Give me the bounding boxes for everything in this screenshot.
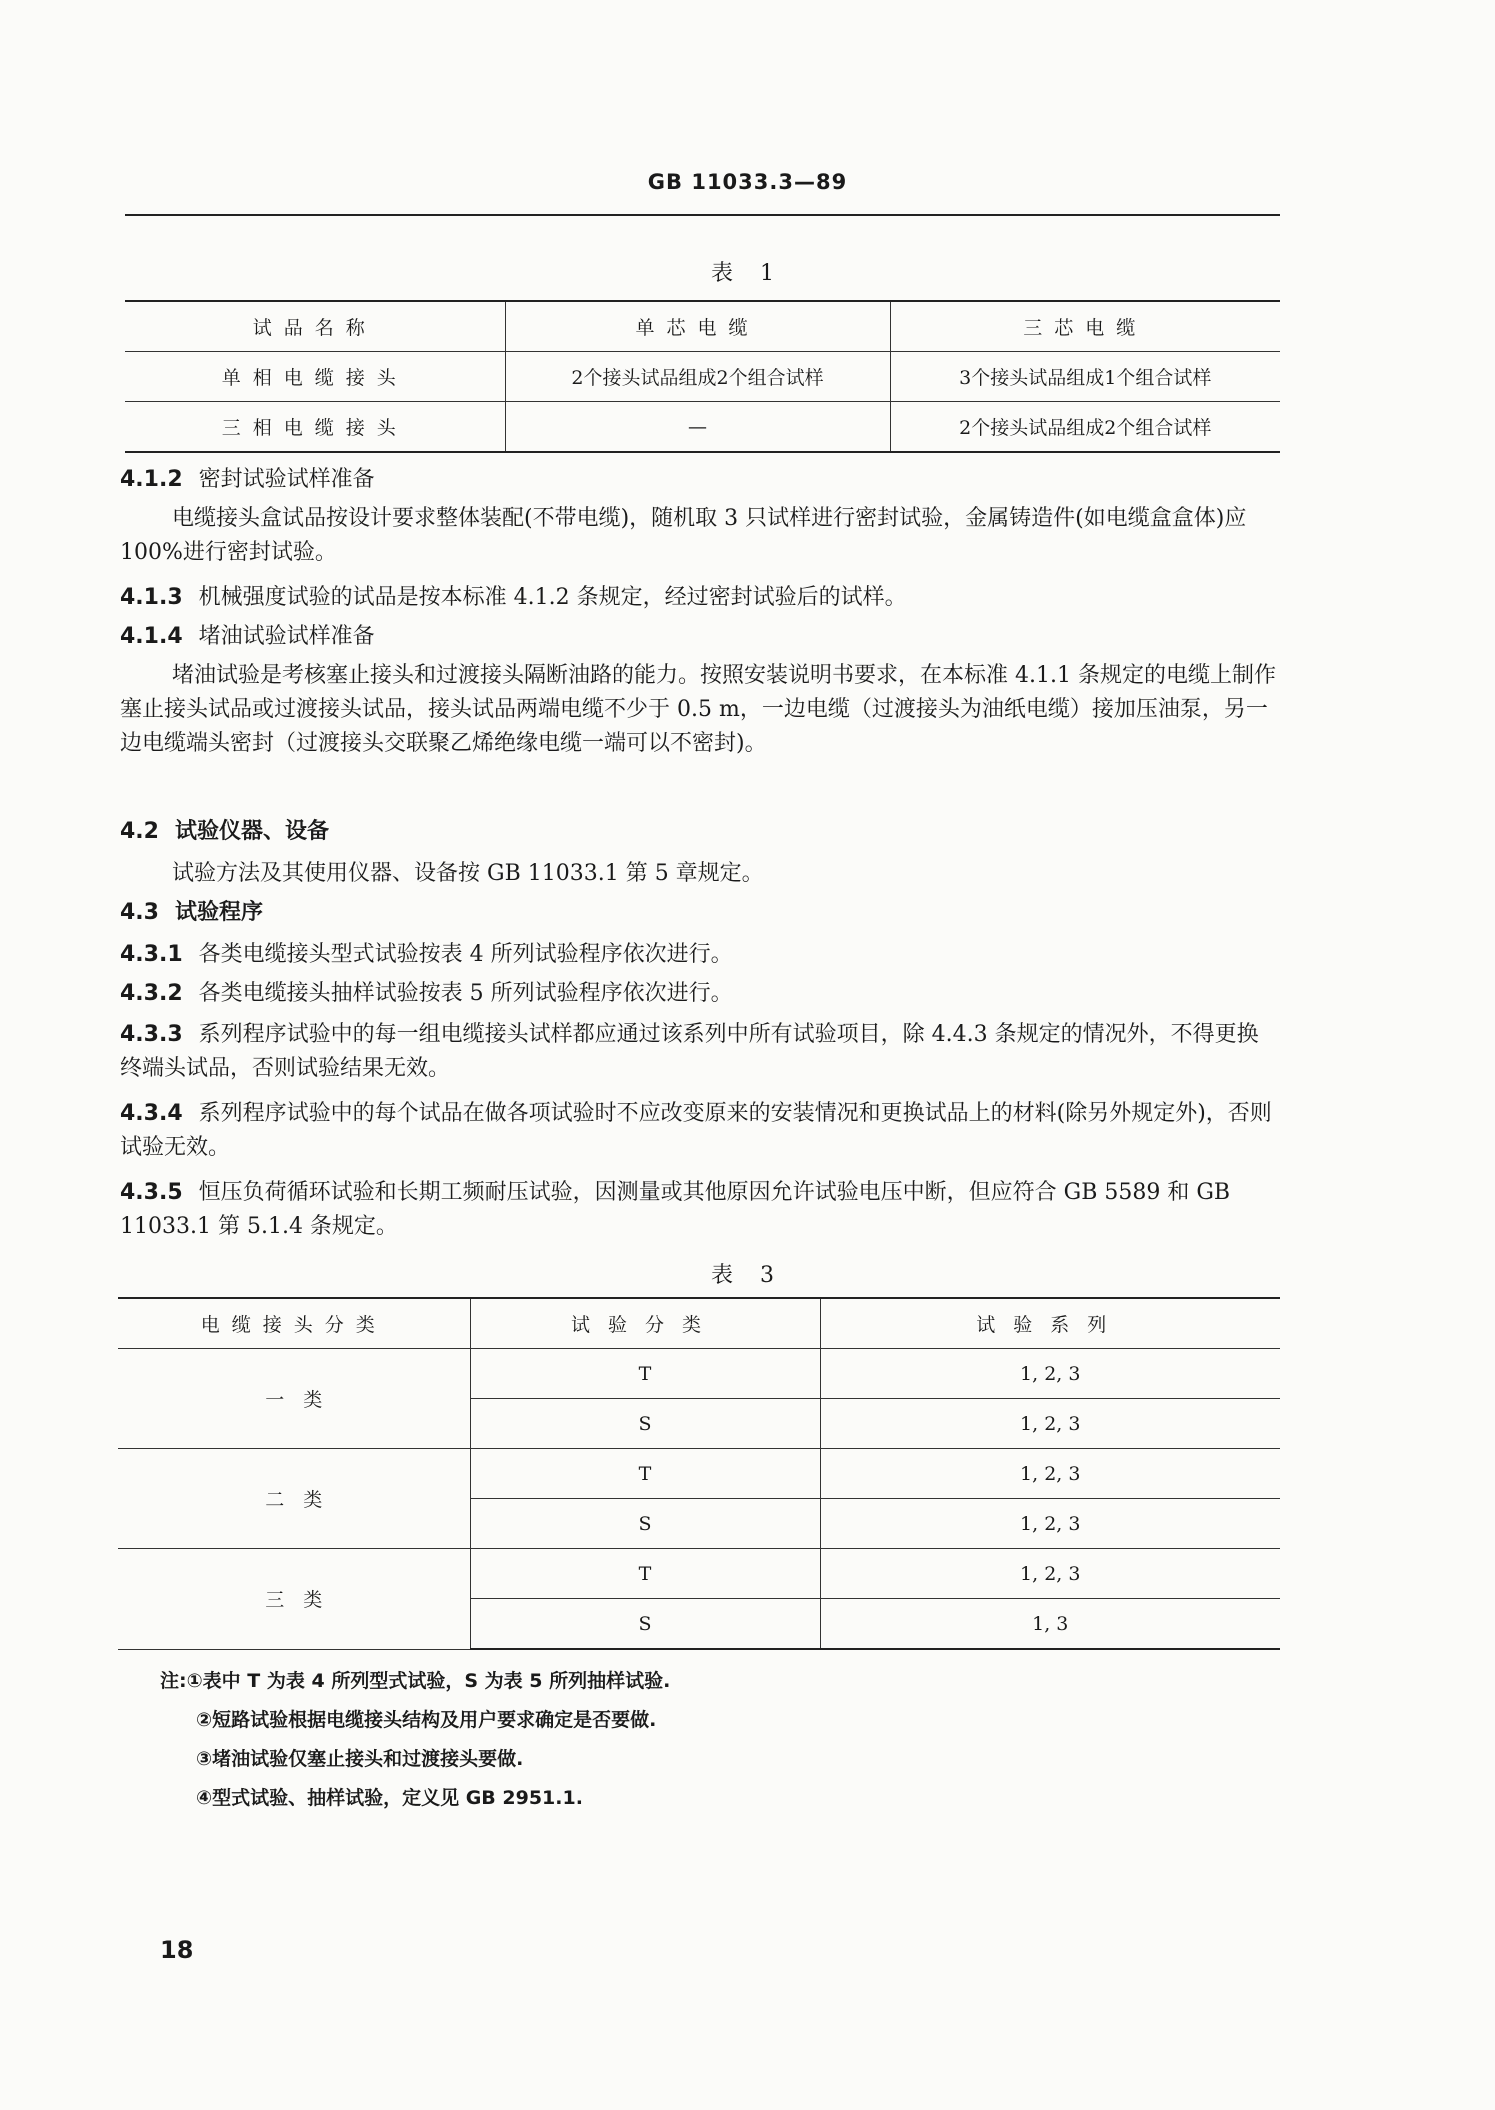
table-cell: S (470, 1399, 820, 1449)
section-text: 各类电缆接头抽样试验按表 5 所列试验程序依次进行。 (198, 981, 733, 1006)
paragraph: 堵油试验是考核塞止接头和过渡接头隔断油路的能力。按照安装说明书要求，在本标准 4.1.1 条规定的电缆上制作塞止接头试品或过渡接头试品，接头试品两端电缆不少于 0.5 m，一边电缆（过渡接头为油纸电缆）接加压油泵，另一边电缆端头密封（过渡接头交联聚乙烯绝缘电缆一端可以不密封)。 (120, 663, 1276, 756)
table-header-row (118, 1298, 1280, 1349)
table3-caption: 表 3 (711, 1263, 784, 1288)
note-item: ③堵油试验仅塞止接头和过渡接头要做. (196, 1748, 524, 1770)
table-cell: 单相电缆接头 (125, 352, 505, 402)
section-number: 4.2 (120, 819, 159, 844)
table-row (118, 1449, 1280, 1499)
table-notes (160, 1662, 1260, 1818)
table-cell: T (470, 1349, 820, 1399)
section-number: 4.3.5 (120, 1180, 183, 1205)
category-cell: 二 类 (118, 1449, 470, 1549)
table-row (125, 352, 1280, 402)
table-cell: 1, 2, 3 (820, 1499, 1280, 1549)
category-cell: 三 类 (118, 1549, 470, 1650)
standard-header: GB 11033.3—89 (647, 170, 848, 194)
table-cell: S (470, 1499, 820, 1549)
section-4-3-5 (120, 1176, 1280, 1244)
section-text: 恒压负荷循环试验和长期工频耐压试验，因测量或其他原因允许试验电压中断，但应符合 GB 5589 和 GB 11033.1 第 5.1.4 条规定。 (120, 1180, 1231, 1239)
category-cell: 一 类 (118, 1349, 470, 1449)
section-title: 堵油试验试样准备 (198, 624, 375, 649)
table-cell: 1, 3 (820, 1599, 1280, 1650)
section-number: 4.3.2 (120, 981, 183, 1006)
table-cell: — (505, 402, 890, 453)
section-4-1-3 (120, 581, 1280, 615)
table-cell: T (470, 1449, 820, 1499)
table-header-cell: 试验分类 (470, 1298, 820, 1349)
table-cell: 1, 2, 3 (820, 1549, 1280, 1599)
table-row (125, 402, 1280, 453)
section-4-3 (120, 896, 1280, 930)
table-cell: 2个接头试品组成2个组合试样 (890, 402, 1280, 453)
table-cell: 三相电缆接头 (125, 402, 505, 453)
table-cell: T (470, 1549, 820, 1599)
table-header-row (125, 301, 1280, 352)
table-header-cell: 单芯电缆 (505, 301, 890, 352)
section-text: 各类电缆接头型式试验按表 4 所列试验程序依次进行。 (198, 942, 733, 967)
section-4-3-1 (120, 938, 1280, 972)
table1 (125, 300, 1280, 453)
section-title: 密封试验试样准备 (198, 467, 375, 492)
paragraph: 电缆接头盒试品按设计要求整体装配(不带电缆)，随机取 3 只试样进行密封试验，金属铸造件(如电缆盒盒体)应 100%进行密封试验。 (120, 506, 1247, 565)
section-number: 4.1.4 (120, 624, 183, 649)
table-cell: 3个接头试品组成1个组合试样 (890, 352, 1280, 402)
table1-caption: 表 1 (711, 261, 784, 286)
table-header-cell: 试验系列 (820, 1298, 1280, 1349)
section-number: 4.3 (120, 900, 159, 925)
page-number: 18 (160, 1936, 194, 1964)
section-number: 4.1.2 (120, 467, 183, 492)
table-header-cell: 试品名称 (125, 301, 505, 352)
section-title: 机械强度试验的试品是按本标准 4.1.2 条规定，经过密封试验后的试样。 (198, 585, 907, 610)
section-4-3-4 (120, 1097, 1280, 1165)
section-4-2 (120, 815, 1280, 849)
section-number: 4.3.4 (120, 1101, 183, 1126)
header-rule (125, 214, 1280, 216)
table-header-cell: 三芯电缆 (890, 301, 1280, 352)
section-text: 系列程序试验中的每一组电缆接头试样都应通过该系列中所有试验项目，除 4.4.3 条规定的情况外，不得更换终端头试品，否则试验结果无效。 (120, 1022, 1259, 1081)
table-cell: S (470, 1599, 820, 1650)
table-cell: 1, 2, 3 (820, 1449, 1280, 1499)
note-item: ④型式试验、抽样试验，定义见 GB 2951.1. (196, 1787, 583, 1809)
section-title: 试验程序 (174, 900, 263, 925)
note-item: 注:①表中 T 为表 4 所列型式试验，S 为表 5 所列抽样试验. (160, 1670, 671, 1692)
table-cell: 1, 2, 3 (820, 1349, 1280, 1399)
section-4-1-2 (120, 463, 1280, 497)
note-item: ②短路试验根据电缆接头结构及用户要求确定是否要做. (196, 1709, 657, 1731)
table-row (118, 1549, 1280, 1599)
section-4-3-2 (120, 977, 1280, 1011)
section-number: 4.3.3 (120, 1022, 183, 1047)
section-4-1-4 (120, 620, 1280, 654)
table-row (118, 1349, 1280, 1399)
section-title: 试验仪器、设备 (174, 819, 329, 844)
section-number: 4.3.1 (120, 942, 183, 967)
table-cell: 2个接头试品组成2个组合试样 (505, 352, 890, 402)
paragraph: 试验方法及其使用仪器、设备按 GB 11033.1 第 5 章规定。 (172, 861, 764, 886)
table3 (118, 1297, 1280, 1650)
section-4-3-3 (120, 1018, 1280, 1086)
section-text: 系列程序试验中的每个试品在做各项试验时不应改变原来的安装情况和更换试品上的材料(除另外规定外)，否则试验无效。 (120, 1101, 1272, 1160)
table-cell: 1, 2, 3 (820, 1399, 1280, 1449)
section-number: 4.1.3 (120, 585, 183, 610)
table-header-cell: 电缆接头分类 (118, 1298, 470, 1349)
